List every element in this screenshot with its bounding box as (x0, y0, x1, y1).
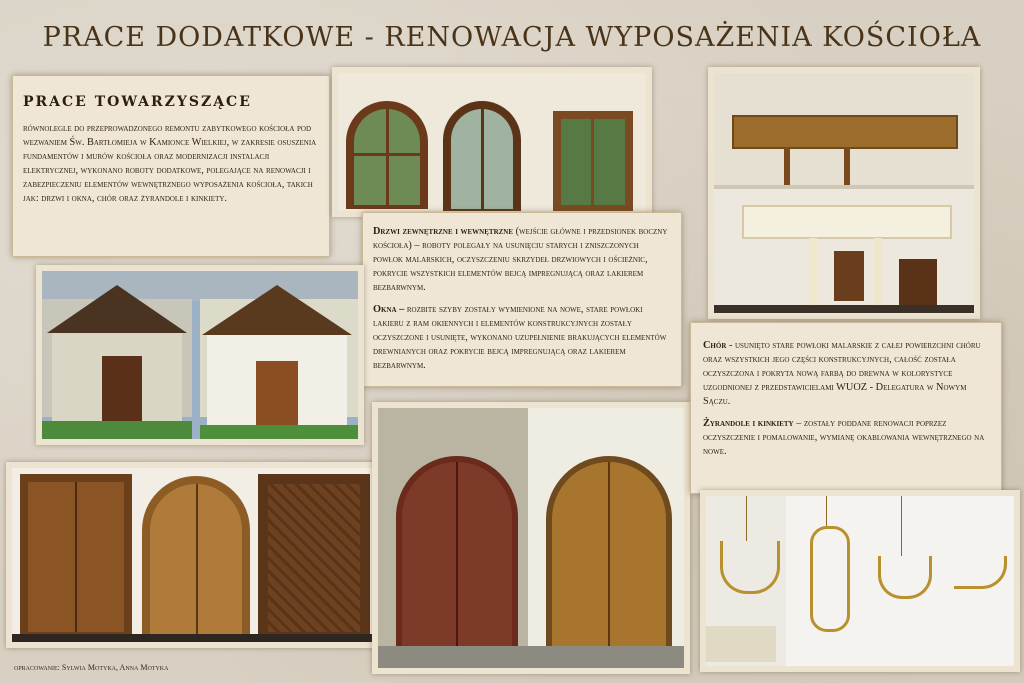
windows-label: Okna – (373, 304, 405, 315)
choir-chandeliers-note (690, 322, 1002, 494)
choir-label: Chór (703, 340, 727, 351)
chandeliers-text: – zostały poddane renowacji poprzez oczyszczenie i pomalowanie, wymianę okablowania wewnętrznego na nowe. (703, 418, 985, 457)
intro-heading: PRACE TOWARZYSZĄCE (23, 94, 252, 110)
chandeliers-photo (700, 490, 1020, 672)
doors-label: Drzwi zewnętrzne i wewnętrzne (373, 226, 514, 237)
choir-photo (708, 67, 980, 319)
intro-text: równolegle do przeprowadzonego remontu zabytkowego kościoła pod wezwaniem Św. Bartłomieja w Kamionce Wielkiej, w zakresie osuszenia fundamentów i murów kościoła oraz modernizacji instalacji elektrycznej, wykonano roboty dodatkowe, polegające na renowacji i zabezpieczeniu elementów wewnętrznego wyposażenia kościoła, takich jak: drzwi i okna, chór oraz żyrandole i kinkiety. (23, 123, 317, 204)
main-doors-photo (372, 402, 690, 674)
porch-photo (36, 265, 364, 445)
windows-text: rozbite szyby zostały wymienione na nowe, stare powłoki lakieru z ram okiennych i elementów konstrukcyjnych zostały oczyszczone i usunięte, wykonano uzupełnienie brakujących elementów drewnianych oraz pokrycie bejcą impregnującą oraz lakierem bezbarwnym. (373, 304, 667, 371)
windows-photo (332, 67, 652, 217)
doors-text: (wejście główne i przedsionek boczny kościoła) – roboty polegały na usunięciu starych i zniszczonych powłok malarskich, oczyszczeniu skrzydeł drzwiowych i ościeżnic, pokrycie wszystkich elementów bejcą impregnującą oraz lakierem bezbarwnym. (373, 226, 668, 293)
choir-text: - usunięto stare powłoki malarskie z całej powierzchni chóru oraz wszystkich jego części konstrukcyjnych, całość została oczyszczona i pokryta nową farbą do drewna w kolorystyce uzgodnionej z przedstawicielami WUOZ - Delegatura w Nowym Sączu. (703, 340, 981, 407)
credit-line: opracowanie: Sylwia Motyka, Anna Motyka (14, 663, 169, 672)
page-title: PRACE DODATKOWE - RENOWACJA WYPOSAŻENIA KOŚCIOŁA (42, 22, 982, 53)
intro-panel (12, 75, 330, 257)
interior-doors-photo (6, 462, 378, 648)
doors-windows-note (362, 212, 682, 387)
chandeliers-label: Żyrandole i kinkiety (703, 418, 794, 429)
